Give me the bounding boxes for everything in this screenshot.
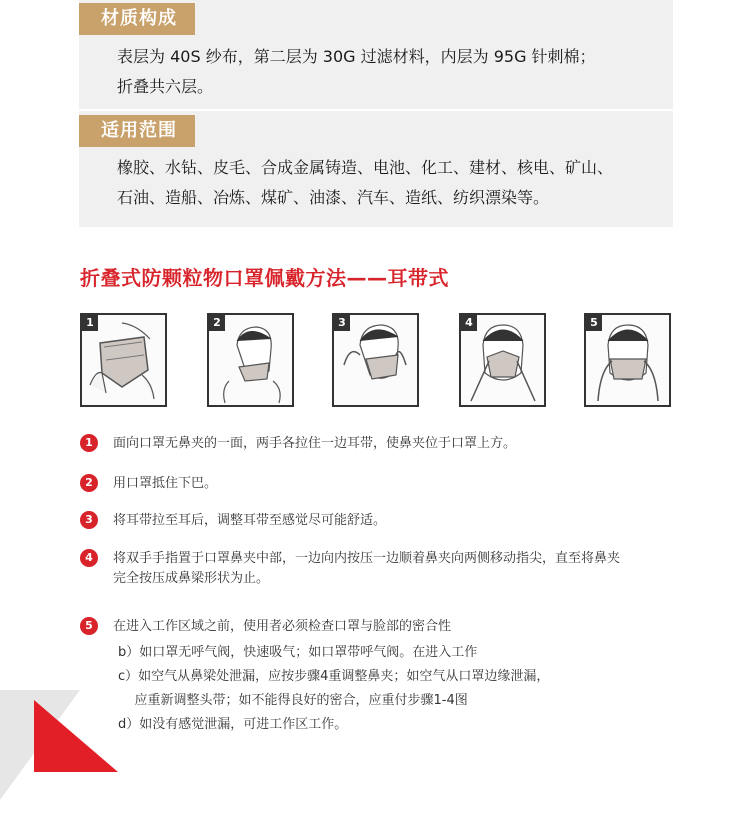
scope-tag: 适用范围 <box>79 115 195 147</box>
check-sub-line: b）如口罩无呼气阀，快速吸气；如口罩带呼气阀。在进入工作 <box>118 645 478 660</box>
corner-decoration-red <box>34 700 118 772</box>
step-1-illustration <box>80 313 167 407</box>
step-number-badge: 4 <box>80 549 98 567</box>
step-text: 将双手手指置于口罩鼻夹中部，一边向内按压一边顺着鼻夹向两侧移动指尖，直至将鼻夹 <box>113 551 621 566</box>
step-5-illustration <box>584 313 671 407</box>
step-image-number: 2 <box>209 315 225 331</box>
step-3-illustration <box>332 313 419 407</box>
wearing-title: 折叠式防颗粒物口罩佩戴方法——耳带式 <box>80 266 449 290</box>
step-2-illustration <box>207 313 294 407</box>
scope-line: 石油、造船、冶炼、煤矿、油漆、汽车、造纸、纺织漂染等。 <box>117 188 550 207</box>
scope-text <box>117 153 613 213</box>
scope-line: 橡胶、水钻、皮毛、合成金属铸造、电池、化工、建材、核电、矿山、 <box>117 158 614 177</box>
step-image-number: 1 <box>82 315 98 331</box>
step-text: 完全按压成鼻梁形状为止。 <box>113 571 270 586</box>
step-text: 面向口罩无鼻夹的一面，两手各拉住一边耳带，使鼻夹位于口罩上方。 <box>113 436 517 451</box>
step-text: 用口罩抵住下巴。 <box>113 476 218 491</box>
step-number-badge: 5 <box>80 617 98 635</box>
step-image-number: 4 <box>461 315 477 331</box>
scope-panel <box>79 111 673 227</box>
check-sub-line: 应重新调整头带；如不能得良好的密合，应重付步骤1-4图 <box>118 693 468 708</box>
material-tag: 材质构成 <box>79 3 195 35</box>
step-4-illustration <box>459 313 546 407</box>
step-text: 将耳带拉至耳后，调整耳带至感觉尽可能舒适。 <box>113 513 387 528</box>
step-number-badge: 2 <box>80 474 98 492</box>
step-text: 在进入工作区域之前，使用者必须检查口罩与脸部的密合性 <box>113 619 452 634</box>
step-number-badge: 1 <box>80 434 98 452</box>
check-sub-line: c）如空气从鼻梁处泄漏，应按步骤4重调整鼻夹；如空气从口罩边缘泄漏， <box>118 669 550 684</box>
material-line: 表层为 40S 纱布，第二层为 30G 过滤材料，内层为 95G 针刺棉； <box>117 47 596 66</box>
material-text <box>117 42 596 102</box>
step-number-badge: 3 <box>80 511 98 529</box>
step-image-number: 5 <box>586 315 602 331</box>
check-sub-line: d）如没有感觉泄漏，可进工作区工作。 <box>118 717 348 732</box>
step-image-number: 3 <box>334 315 350 331</box>
material-panel <box>79 0 673 109</box>
material-line: 折叠共六层。 <box>117 77 214 96</box>
